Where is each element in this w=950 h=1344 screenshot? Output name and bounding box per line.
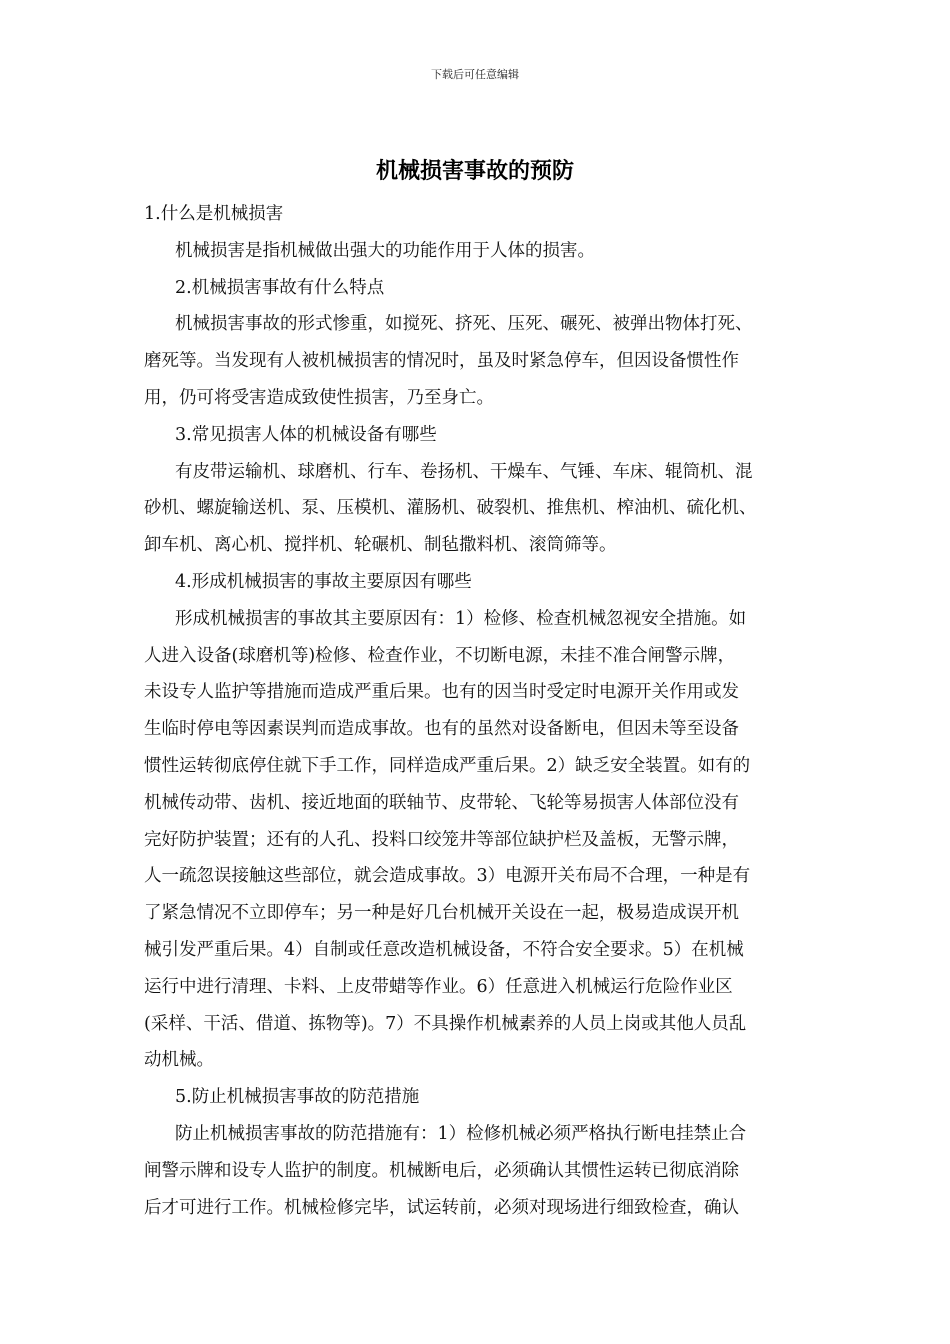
section-heading-2: 2.机械损害事故有什么特点 — [175, 277, 385, 298]
paragraph-line: 完好防护装置；还有的人孔、投料口绞笼井等部位缺护栏及盖板，无警示牌， — [144, 829, 739, 850]
paragraph-line: 形成机械损害的事故其主要原因有：1）检修、检查机械忽视安全措施。如 — [175, 608, 747, 629]
section-heading-1: 1.什么是机械损害 — [144, 204, 284, 224]
paragraph-line: (采样、干活、借道、拣物等)。7）不具操作机械素养的人员上岗或其他人员乱 — [144, 1013, 747, 1034]
paragraph-line: 卸车机、离心机、搅拌机、轮碾机、制毡撒料机、滚筒筛等。 — [144, 535, 617, 556]
paragraph-line: 闸警示牌和设专人监护的制度。机械断电后，必须确认其惯性运转已彻底消除 — [144, 1160, 739, 1181]
paragraph-line: 了紧急情况不立即停车；另一种是好几台机械开关设在一起，极易造成误开机 — [144, 903, 739, 924]
paragraph-line: 未设专人监护等措施而造成严重后果。也有的因当时受定时电源开关作用或发 — [144, 682, 739, 703]
paragraph-line: 砂机、螺旋输送机、泵、压模机、灌肠机、破裂机、推焦机、榨油机、硫化机、 — [144, 498, 757, 519]
paragraph-line: 磨死等。当发现有人被机械损害的情况时，虽及时紧急停车，但因设备惯性作 — [144, 351, 739, 372]
page-title: 机械损害事故的预防 — [375, 159, 574, 184]
paragraph-line: 动机械。 — [144, 1050, 214, 1071]
paragraph-line: 惯性运转彻底停住就下手工作，同样造成严重后果。2）缺乏安全装置。如有的 — [144, 755, 751, 776]
paragraph-line: 械引发严重后果。4）自制或任意改造机械设备，不符合安全要求。5）在机械 — [144, 939, 744, 960]
paragraph-line: 后才可进行工作。机械检修完毕，试运转前，必须对现场进行细致检查，确认 — [144, 1197, 739, 1218]
section-heading-5: 5.防止机械损害事故的防范措施 — [175, 1087, 420, 1108]
paragraph-line: 运行中进行清理、卡料、上皮带蜡等作业。6）任意进入机械运行危险作业区 — [144, 976, 733, 997]
header-note: 下载后可任意编辑 — [431, 68, 519, 81]
paragraph-line: 防止机械损害事故的防范措施有：1）检修机械必须严格执行断电挂禁止合 — [175, 1123, 747, 1144]
paragraph-line: 有皮带运输机、球磨机、行车、卷扬机、干燥车、气锤、车床、辊筒机、混 — [175, 461, 753, 482]
section-heading-3: 3.常见损害人体的机械设备有哪些 — [175, 424, 437, 445]
paragraph-line: 机械传动带、齿机、接近地面的联轴节、皮带轮、飞轮等易损害人体部位没有 — [144, 792, 739, 813]
paragraph-line: 生临时停电等因素误判而造成事故。也有的虽然对设备断电，但因未等至设备 — [144, 719, 739, 740]
document-body — [144, 196, 812, 1226]
paragraph-line: 人进入设备(球磨机等)检修、检查作业，不切断电源，未挂不准合闸警示牌， — [144, 645, 736, 666]
paragraph-line: 机械损害事故的形式惨重，如搅死、挤死、压死、碾死、被弹出物体打死、 — [175, 314, 753, 335]
section-heading-4: 4.形成机械损害的事故主要原因有哪些 — [175, 571, 472, 592]
paragraph-line: 人一疏忽误接触这些部位，就会造成事故。3）电源开关布局不合理，一种是有 — [144, 866, 751, 887]
paragraph-line: 用，仍可将受害造成致使性损害，乃至身亡。 — [144, 387, 494, 408]
paragraph-line: 机械损害是指机械做出强大的功能作用于人体的损害。 — [175, 240, 595, 261]
